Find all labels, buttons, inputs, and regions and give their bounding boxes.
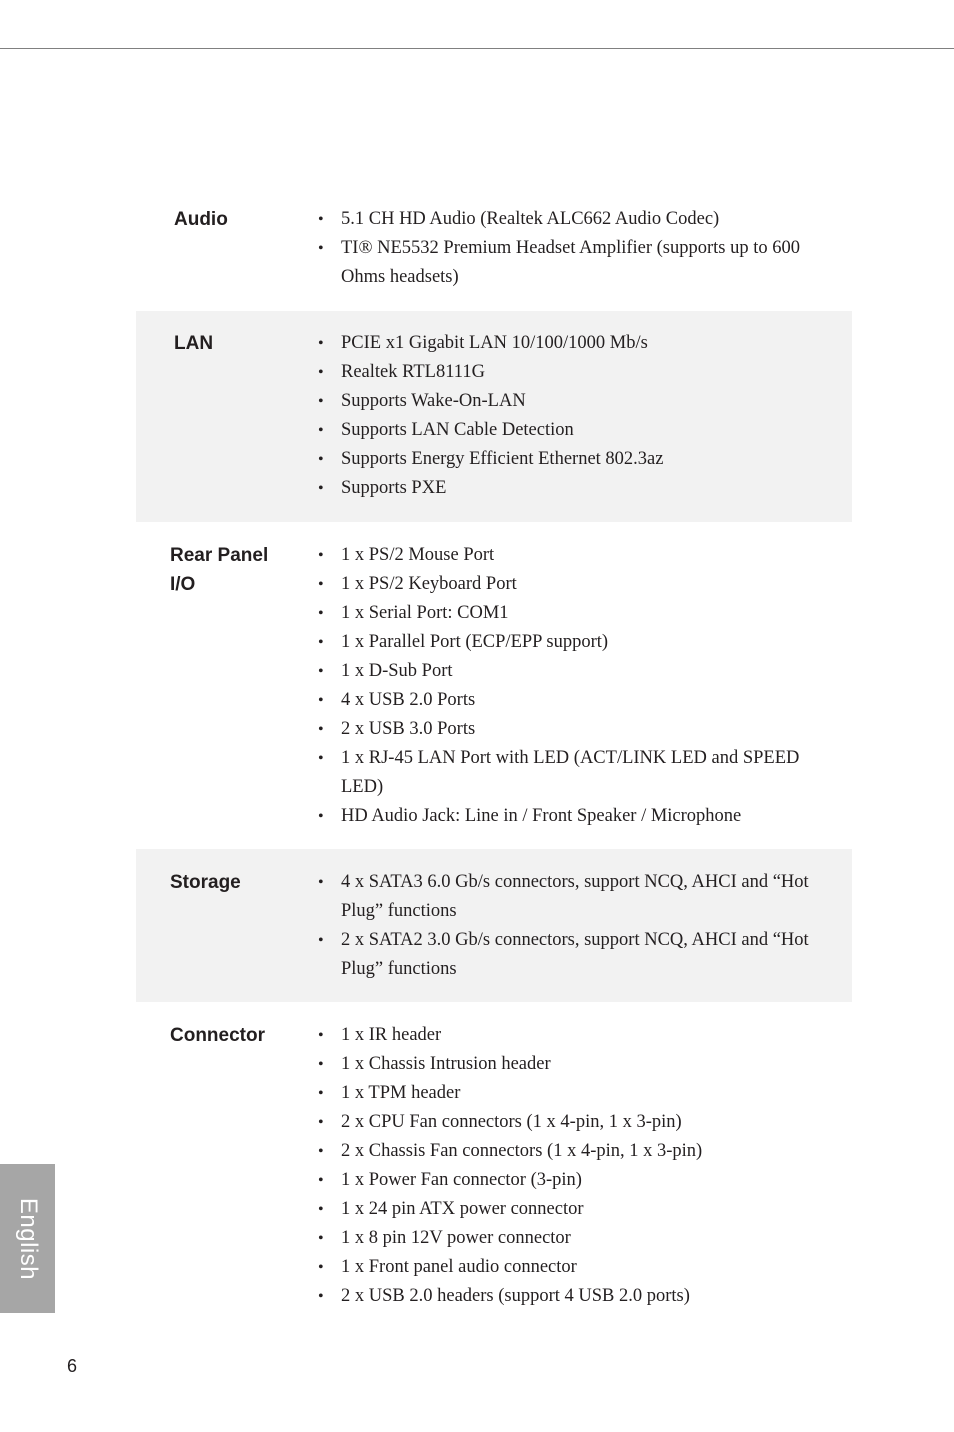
spec-row-connector bbox=[136, 1002, 852, 1322]
bullet-icon: • bbox=[318, 1172, 324, 1189]
spec-label-audio: Audio bbox=[174, 209, 228, 230]
bullet-icon: • bbox=[318, 1114, 324, 1131]
spec-list-connector bbox=[318, 1021, 831, 1311]
header-rule bbox=[0, 48, 954, 49]
list-item: • TI® NE5532 Premium Headset Amplifier (supports up to 600 Ohms headsets) bbox=[341, 234, 831, 292]
spec-table bbox=[136, 196, 852, 1322]
list-item: • 4 x SATA3 6.0 Gb/s connectors, support NCQ, AHCI and “Hot Plug” functions bbox=[341, 868, 831, 926]
spec-row-storage bbox=[136, 849, 852, 1002]
list-item: • 1 x Front panel audio connector bbox=[341, 1253, 831, 1282]
spec-label-connector: Connector bbox=[170, 1025, 265, 1046]
list-item: • 1 x D-Sub Port bbox=[341, 657, 831, 686]
list-item: • 1 x 24 pin ATX power connector bbox=[341, 1195, 831, 1224]
bullet-icon: • bbox=[318, 576, 324, 593]
list-item: • Supports LAN Cable Detection bbox=[341, 416, 831, 445]
list-item: • 1 x 8 pin 12V power connector bbox=[341, 1224, 831, 1253]
bullet-icon: • bbox=[318, 547, 324, 564]
bullet-icon: • bbox=[318, 1230, 324, 1247]
list-item: • PCIE x1 Gigabit LAN 10/100/1000 Mb/s bbox=[341, 329, 831, 358]
list-item: • Supports Wake-On-LAN bbox=[341, 387, 831, 416]
list-item: • 2 x USB 2.0 headers (support 4 USB 2.0 ports) bbox=[341, 1282, 831, 1311]
bullet-icon: • bbox=[318, 1259, 324, 1276]
bullet-icon: • bbox=[318, 634, 324, 651]
list-item: • 1 x Parallel Port (ECP/EPP support) bbox=[341, 628, 831, 657]
bullet-icon: • bbox=[318, 1288, 324, 1305]
bullet-icon: • bbox=[318, 240, 324, 257]
bullet-icon: • bbox=[318, 422, 324, 439]
bullet-icon: • bbox=[318, 1027, 324, 1044]
list-item: • 2 x USB 3.0 Ports bbox=[341, 715, 831, 744]
bullet-icon: • bbox=[318, 808, 324, 825]
bullet-icon: • bbox=[318, 393, 324, 410]
bullet-icon: • bbox=[318, 721, 324, 738]
bullet-icon: • bbox=[318, 605, 324, 622]
spec-list-rear-panel-io bbox=[318, 541, 831, 831]
bullet-icon: • bbox=[318, 480, 324, 497]
bullet-icon: • bbox=[318, 692, 324, 709]
spec-label-rear-panel-io: Rear Panel I/O bbox=[170, 545, 269, 595]
list-item: • 2 x CPU Fan connectors (1 x 4-pin, 1 x 3-pin) bbox=[341, 1108, 831, 1137]
bullet-icon: • bbox=[318, 1143, 324, 1160]
list-item: • 1 x Power Fan connector (3-pin) bbox=[341, 1166, 831, 1195]
list-item: • Supports Energy Efficient Ethernet 802.3az bbox=[341, 445, 831, 474]
bullet-icon: • bbox=[318, 1056, 324, 1073]
list-item: • Supports PXE bbox=[341, 474, 831, 503]
bullet-icon: • bbox=[318, 451, 324, 468]
spec-list-lan bbox=[318, 329, 831, 503]
bullet-icon: • bbox=[318, 750, 324, 767]
spec-row-rear-panel-io bbox=[136, 522, 852, 849]
spec-label-storage: Storage bbox=[170, 872, 241, 893]
bullet-icon: • bbox=[318, 932, 324, 949]
list-item: • 1 x PS/2 Mouse Port bbox=[341, 541, 831, 570]
spec-list-audio bbox=[318, 205, 831, 292]
list-item: • 1 x Serial Port: COM1 bbox=[341, 599, 831, 628]
list-item: • 1 x PS/2 Keyboard Port bbox=[341, 570, 831, 599]
list-item: • 1 x TPM header bbox=[341, 1079, 831, 1108]
list-item: • HD Audio Jack: Line in / Front Speaker / Microphone bbox=[341, 802, 831, 831]
language-tab bbox=[0, 1164, 55, 1313]
list-item: • 2 x SATA2 3.0 Gb/s connectors, support NCQ, AHCI and “Hot Plug” functions bbox=[341, 926, 831, 984]
list-item: • 1 x Chassis Intrusion header bbox=[341, 1050, 831, 1079]
bullet-icon: • bbox=[318, 211, 324, 228]
bullet-icon: • bbox=[318, 1201, 324, 1218]
list-item: • Realtek RTL8111G bbox=[341, 358, 831, 387]
list-item: • 1 x RJ-45 LAN Port with LED (ACT/LINK LED and SPEED LED) bbox=[341, 744, 831, 802]
list-item: • 4 x USB 2.0 Ports bbox=[341, 686, 831, 715]
list-item: • 2 x Chassis Fan connectors (1 x 4-pin, 1 x 3-pin) bbox=[341, 1137, 831, 1166]
bullet-icon: • bbox=[318, 364, 324, 381]
page-number: 6 bbox=[67, 1356, 78, 1376]
spec-row-lan bbox=[136, 311, 852, 522]
spec-list-storage bbox=[318, 868, 831, 984]
list-item: • 1 x IR header bbox=[341, 1021, 831, 1050]
list-item: • 5.1 CH HD Audio (Realtek ALC662 Audio Codec) bbox=[341, 205, 831, 234]
spec-label-lan: LAN bbox=[174, 333, 214, 354]
bullet-icon: • bbox=[318, 874, 324, 891]
language-tab-label: English bbox=[14, 1197, 42, 1280]
bullet-icon: • bbox=[318, 335, 324, 352]
bullet-icon: • bbox=[318, 1085, 324, 1102]
spec-row-audio bbox=[136, 196, 852, 311]
bullet-icon: • bbox=[318, 663, 324, 680]
